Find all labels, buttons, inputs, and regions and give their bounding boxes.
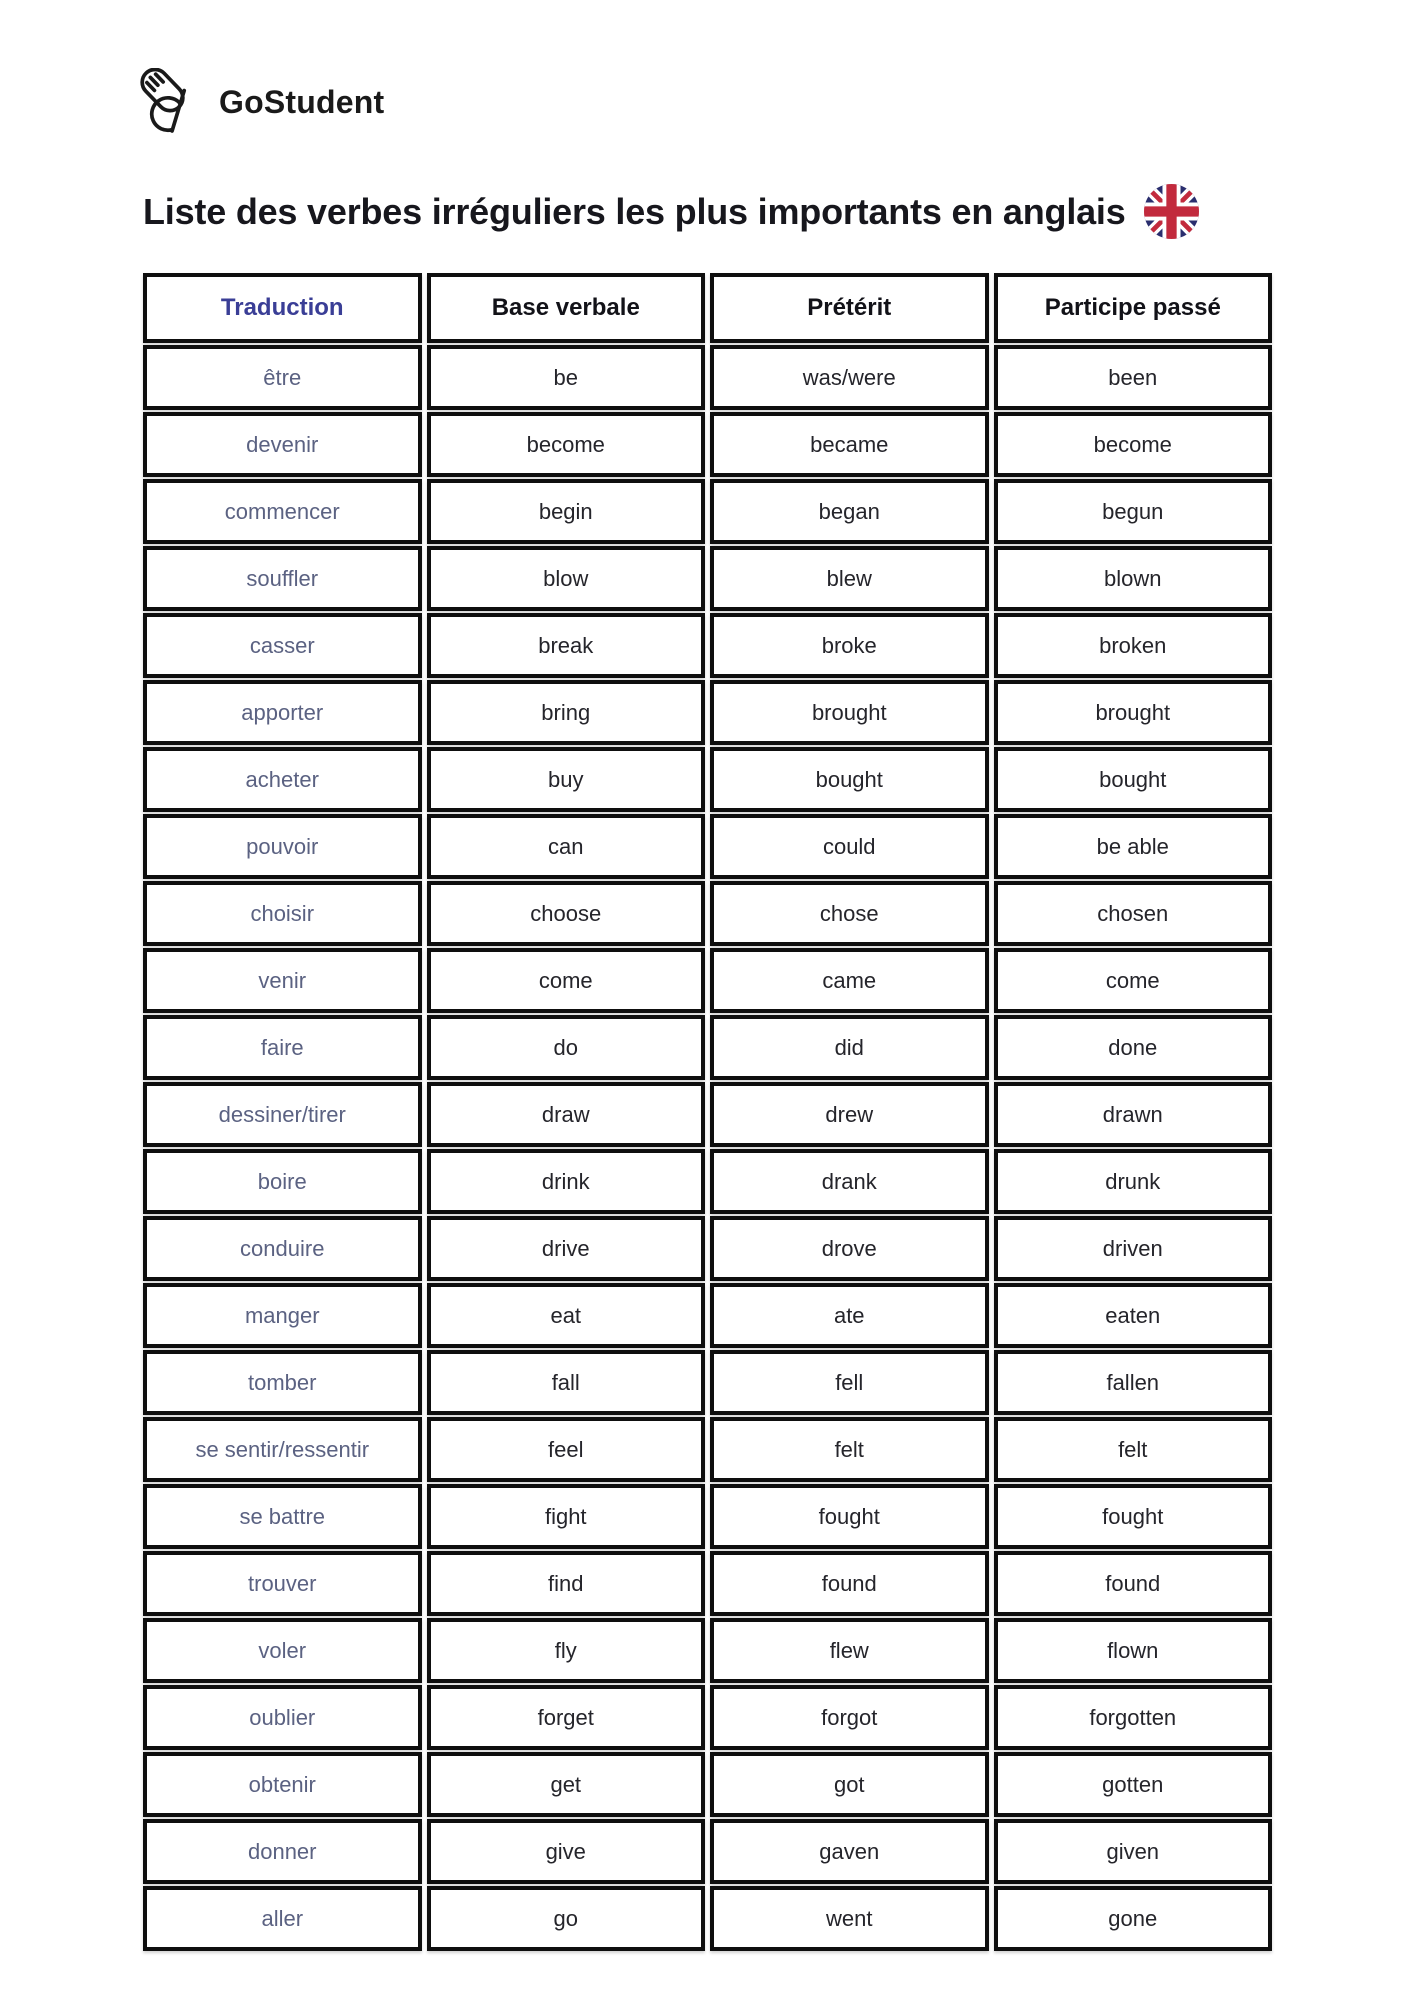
translation-cell: se battre (143, 1484, 422, 1549)
translation-cell: boire (143, 1149, 422, 1214)
past-participle-cell: be able (994, 814, 1273, 879)
gostudent-logo (137, 68, 384, 136)
header-participe-passe: Participe passé (994, 273, 1273, 343)
base-verb-cell: give (427, 1819, 706, 1884)
base-verb-cell: drink (427, 1149, 706, 1214)
preterite-cell: ate (710, 1283, 989, 1348)
base-verb-cell: forget (427, 1685, 706, 1750)
preterite-cell: blew (710, 546, 989, 611)
translation-cell: casser (143, 613, 422, 678)
preterite-cell: began (710, 479, 989, 544)
translation-cell: trouver (143, 1551, 422, 1616)
past-participle-cell: begun (994, 479, 1273, 544)
past-participle-cell: come (994, 948, 1273, 1013)
base-verb-cell: fight (427, 1484, 706, 1549)
preterite-cell: broke (710, 613, 989, 678)
base-verb-cell: come (427, 948, 706, 1013)
preterite-cell: fell (710, 1350, 989, 1415)
base-verb-cell: draw (427, 1082, 706, 1147)
past-participle-cell: bought (994, 747, 1273, 812)
base-verb-cell: buy (427, 747, 706, 812)
preterite-cell: flew (710, 1618, 989, 1683)
past-participle-cell: eaten (994, 1283, 1273, 1348)
base-verb-cell: be (427, 345, 706, 410)
translation-cell: pouvoir (143, 814, 422, 879)
preterite-cell: bought (710, 747, 989, 812)
uk-flag-icon (1144, 184, 1199, 239)
gostudent-hand-icon (137, 68, 195, 136)
translation-cell: donner (143, 1819, 422, 1884)
preterite-cell: chose (710, 881, 989, 946)
base-verb-cell: bring (427, 680, 706, 745)
base-verb-cell: fall (427, 1350, 706, 1415)
base-verb-cell: break (427, 613, 706, 678)
preterite-cell: gaven (710, 1819, 989, 1884)
translation-cell: manger (143, 1283, 422, 1348)
past-participle-cell: fought (994, 1484, 1273, 1549)
translation-cell: conduire (143, 1216, 422, 1281)
base-verb-cell: drive (427, 1216, 706, 1281)
header-preterit: Prétérit (710, 273, 989, 343)
base-verb-cell: fly (427, 1618, 706, 1683)
translation-cell: tomber (143, 1350, 422, 1415)
preterite-cell: brought (710, 680, 989, 745)
preterite-cell: got (710, 1752, 989, 1817)
translation-cell: acheter (143, 747, 422, 812)
past-participle-cell: felt (994, 1417, 1273, 1482)
past-participle-cell: become (994, 412, 1273, 477)
preterite-cell: fought (710, 1484, 989, 1549)
translation-cell: commencer (143, 479, 422, 544)
past-participle-cell: chosen (994, 881, 1273, 946)
preterite-cell: came (710, 948, 989, 1013)
preterite-cell: did (710, 1015, 989, 1080)
base-verb-cell: find (427, 1551, 706, 1616)
base-verb-cell: begin (427, 479, 706, 544)
irregular-verbs-table (143, 273, 1272, 1951)
past-participle-cell: given (994, 1819, 1273, 1884)
preterite-cell: drove (710, 1216, 989, 1281)
past-participle-cell: found (994, 1551, 1273, 1616)
past-participle-cell: driven (994, 1216, 1273, 1281)
base-verb-cell: choose (427, 881, 706, 946)
base-verb-cell: do (427, 1015, 706, 1080)
past-participle-cell: done (994, 1015, 1273, 1080)
preterite-cell: found (710, 1551, 989, 1616)
translation-cell: aller (143, 1886, 422, 1951)
past-participle-cell: forgotten (994, 1685, 1273, 1750)
past-participle-cell: drunk (994, 1149, 1273, 1214)
past-participle-cell: been (994, 345, 1273, 410)
translation-cell: être (143, 345, 422, 410)
translation-cell: obtenir (143, 1752, 422, 1817)
past-participle-cell: broken (994, 613, 1273, 678)
past-participle-cell: flown (994, 1618, 1273, 1683)
translation-cell: choisir (143, 881, 422, 946)
preterite-cell: forgot (710, 1685, 989, 1750)
translation-cell: devenir (143, 412, 422, 477)
past-participle-cell: drawn (994, 1082, 1273, 1147)
preterite-cell: drew (710, 1082, 989, 1147)
base-verb-cell: eat (427, 1283, 706, 1348)
preterite-cell: drank (710, 1149, 989, 1214)
preterite-cell: was/were (710, 345, 989, 410)
header-base-verbale: Base verbale (427, 273, 706, 343)
past-participle-cell: blown (994, 546, 1273, 611)
past-participle-cell: gone (994, 1886, 1273, 1951)
base-verb-cell: feel (427, 1417, 706, 1482)
base-verb-cell: become (427, 412, 706, 477)
past-participle-cell: brought (994, 680, 1273, 745)
past-participle-cell: fallen (994, 1350, 1273, 1415)
translation-cell: venir (143, 948, 422, 1013)
translation-cell: souffler (143, 546, 422, 611)
gostudent-logo-text: GoStudent (219, 83, 385, 120)
base-verb-cell: blow (427, 546, 706, 611)
translation-cell: voler (143, 1618, 422, 1683)
translation-cell: dessiner/tirer (143, 1082, 422, 1147)
page-title: Liste des verbes irréguliers les plus importants en anglais (143, 190, 1126, 232)
translation-cell: faire (143, 1015, 422, 1080)
title-row (143, 184, 1333, 239)
base-verb-cell: get (427, 1752, 706, 1817)
header-traduction: Traduction (143, 273, 422, 343)
translation-cell: se sentir/ressentir (143, 1417, 422, 1482)
preterite-cell: felt (710, 1417, 989, 1482)
past-participle-cell: gotten (994, 1752, 1273, 1817)
translation-cell: apporter (143, 680, 422, 745)
base-verb-cell: can (427, 814, 706, 879)
base-verb-cell: go (427, 1886, 706, 1951)
preterite-cell: went (710, 1886, 989, 1951)
preterite-cell: became (710, 412, 989, 477)
translation-cell: oublier (143, 1685, 422, 1750)
preterite-cell: could (710, 814, 989, 879)
